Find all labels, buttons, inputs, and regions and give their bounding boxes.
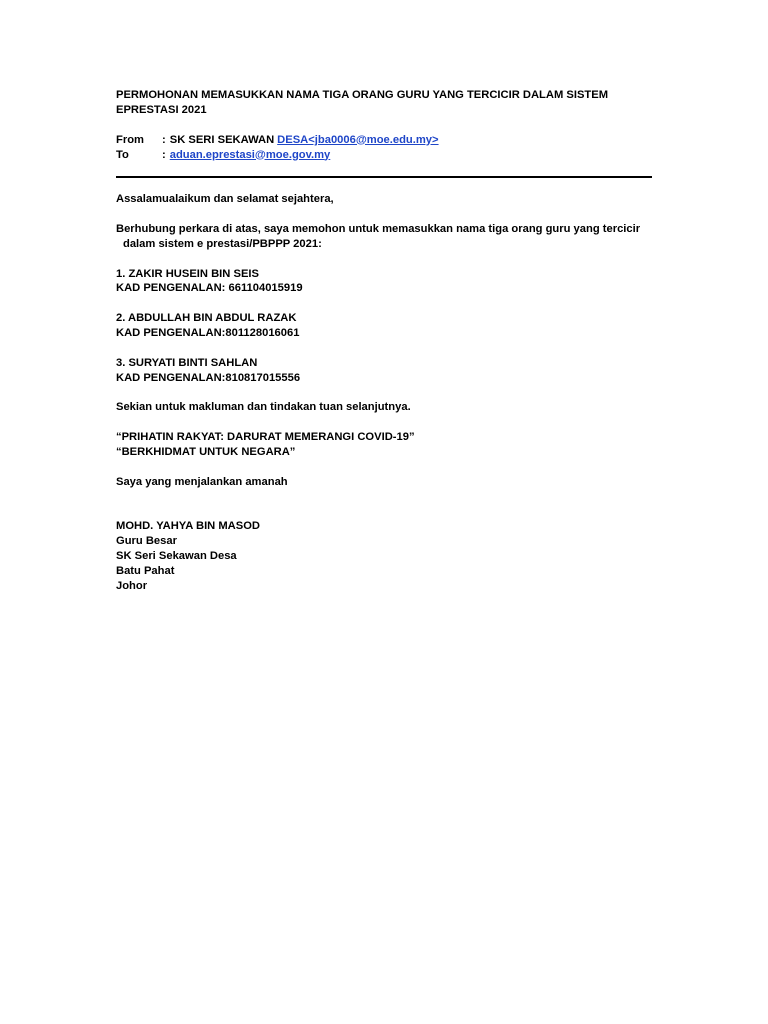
teacher-entry <box>116 356 656 386</box>
from-email-link[interactable]: DESA<jba0006@moe.edu.my> <box>277 133 439 146</box>
from-field <box>116 133 656 148</box>
from-separator: : <box>162 133 166 146</box>
spacer <box>116 341 656 356</box>
signature-block <box>116 519 656 593</box>
signatory-district: Batu Pahat <box>116 565 175 577</box>
spacer <box>116 460 656 475</box>
signatory-state: Johor <box>116 579 148 592</box>
to-email-link[interactable]: aduan.eprestasi@moe.gov.my <box>169 148 331 161</box>
letter <box>116 88 656 594</box>
spacer <box>116 118 656 133</box>
subject-line-1: PERMOHONAN MEMASUKKAN NAMA TIGA ORANG GURU YANG TERCICIR DALAM SISTEM <box>116 89 609 101</box>
slogan-line-2: “BERKHIDMAT UNTUK NEGARA” <box>116 446 296 458</box>
spacer <box>116 415 656 430</box>
signatory-title: Guru Besar <box>116 535 177 548</box>
intro-line-2: dalam sistem e prestasi/PBPPP 2021: <box>123 237 322 250</box>
teacher-ic: KAD PENGENALAN:810817015556 <box>116 371 301 384</box>
sign-off: Saya yang menjalankan amanah <box>116 475 288 488</box>
greeting: Assalamualaikum dan selamat sejahtera, <box>116 193 334 206</box>
signatory-name: MOHD. YAHYA BIN MASOD <box>116 520 261 533</box>
signatory-school: SK Seri Sekawan Desa <box>116 550 237 563</box>
teacher-entry <box>116 311 656 341</box>
spacer <box>116 252 656 267</box>
spacer <box>116 207 656 222</box>
to-label: To <box>116 148 129 161</box>
header-divider <box>116 176 652 178</box>
intro-line-1: Berhubung perkara di atas, saya memohon untuk memasukkan nama tiga orang guru yang tercicir <box>116 222 641 235</box>
spacer <box>116 490 656 520</box>
teacher-name: 2. ABDULLAH BIN ABDUL RAZAK <box>116 312 297 325</box>
closing-sentence: Sekian untuk makluman dan tindakan tuan selanjutnya. <box>116 401 411 414</box>
subject-line-2: EPRESTASI 2021 <box>116 103 207 116</box>
from-label: From <box>116 133 144 146</box>
teacher-entry <box>116 267 656 297</box>
spacer <box>116 386 656 401</box>
teacher-name: 1. ZAKIR HUSEIN BIN SEIS <box>116 267 259 280</box>
to-separator: : <box>162 148 166 161</box>
teacher-ic: KAD PENGENALAN: 661104015919 <box>116 282 303 295</box>
from-sender-name: SK SERI SEKAWAN <box>169 133 275 146</box>
slogan-line-1: “PRIHATIN RAKYAT: DARURAT MEMERANGI COVID-19” <box>116 431 415 444</box>
teacher-ic: KAD PENGENALAN:801128016061 <box>116 327 300 339</box>
to-field <box>116 148 656 163</box>
spacer <box>116 296 656 311</box>
teacher-name: 3. SURYATI BINTI SAHLAN <box>116 356 258 369</box>
